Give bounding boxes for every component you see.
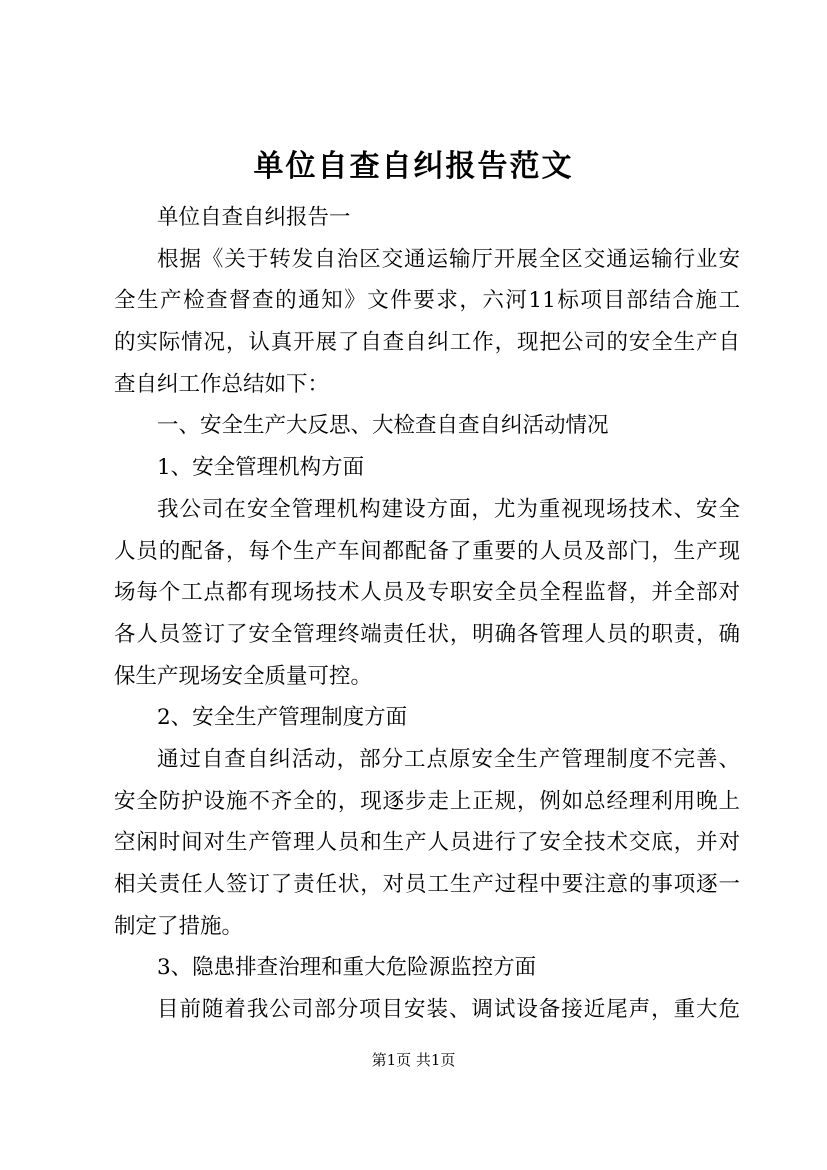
text-line: 空闲时间对生产管理人员和生产人员进行了安全技术交底，并对 — [114, 830, 740, 856]
text-line: 我公司在安全管理机构建设方面，尤为重视现场技术、安全 — [157, 496, 740, 522]
document-body — [114, 197, 740, 1031]
text-line: 制定了措施。 — [114, 913, 244, 939]
text-line: 各人员签订了安全管理终端责任状，明确各管理人员的职责，确 — [114, 621, 740, 647]
text-line: 全生产检查督查的通知》文件要求，六河11标项目部结合施工 — [114, 288, 740, 314]
document-title: 单位自查自纠报告范文 — [253, 149, 574, 184]
text-line: 保生产现场安全质量可控。 — [114, 663, 373, 689]
text-line: 1、安全管理机构方面 — [157, 455, 365, 481]
text-line: 通过自查自纠活动，部分工点原安全生产管理制度不完善、 — [157, 746, 740, 772]
text-line: 2、安全生产管理制度方面 — [157, 705, 408, 731]
page-footer: 第1页 共1页 — [371, 1051, 456, 1069]
text-line: 一、安全生产大反思、大检查自查自纠活动情况 — [157, 413, 609, 439]
text-line: 相关责任人签订了责任状，对员工生产过程中要注意的事项逐一 — [114, 872, 740, 897]
text-line: 人员的配备，每个生产车间都配备了重要的人员及部门，生产现 — [114, 538, 740, 564]
text-line: 3、隐患排查治理和重大危险源监控方面 — [157, 955, 537, 981]
text-line: 单位自查自纠报告一 — [157, 205, 351, 230]
text-line: 根据《关于转发自治区交通运输厅开展全区交通运输行业安 — [157, 246, 740, 272]
text-line: 场每个工点都有现场技术人员及专职安全员全程监督，并全部对 — [114, 580, 740, 606]
text-line: 的实际情况，认真开展了自查自纠工作，现把公司的安全生产自 — [114, 330, 740, 356]
text-line: 目前随着我公司部分项目安装、调试设备接近尾声，重大危 — [157, 997, 740, 1023]
text-line: 查自纠工作总结如下： — [114, 371, 330, 397]
text-line: 安全防护设施不齐全的，现逐步走上正规，例如总经理利用晚上 — [114, 788, 740, 814]
